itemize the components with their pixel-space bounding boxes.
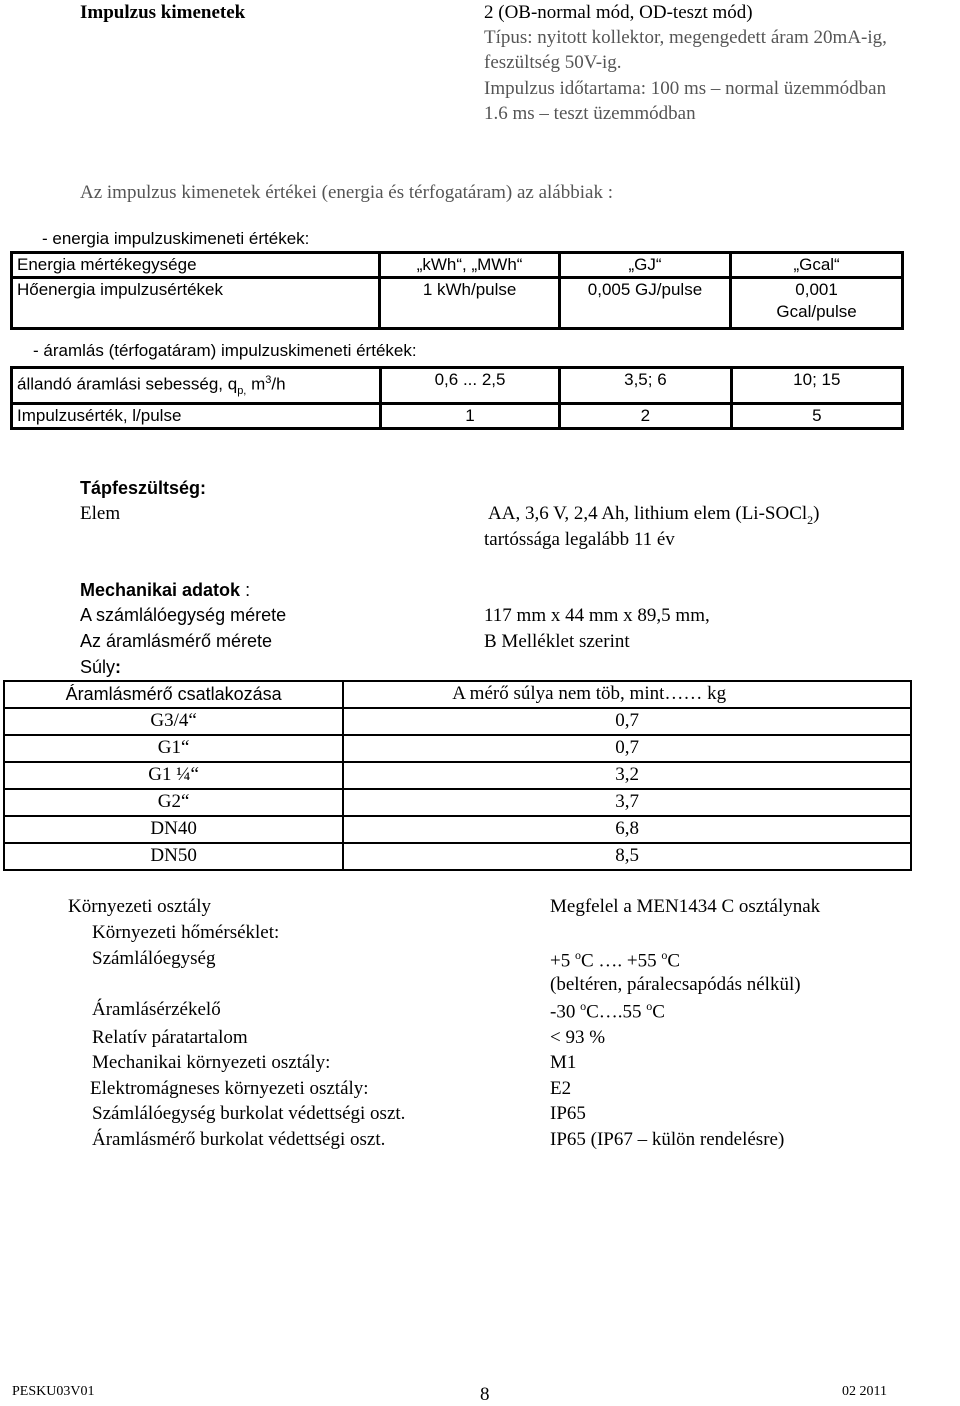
table-cell: Hőenergia impulzusértékek [12, 278, 380, 329]
table-cell: 2 [560, 404, 731, 429]
battery-value: AA, 3,6 V, 2,4 Ah, lithium elem (Li-SOCl$_2$) [488, 503, 820, 527]
battery-label: Elem [80, 503, 121, 524]
flowmeter-size-value: B Melléklet szerint [484, 631, 630, 652]
table-row [4, 681, 911, 708]
table-row [4, 789, 911, 816]
table-header-cell: A mérő súlya nem töb, mint…… kg [343, 681, 911, 708]
impulse-output-line-4: Impulzus időtartama: 100 ms – normal üzemmódban [484, 78, 887, 99]
impulse-output-line-1: 2 (OB-normal mód, OD-teszt mód) [484, 2, 753, 23]
footer-date: 02 2011 [842, 1384, 887, 1399]
flow-rate-superscript: 3 [265, 374, 272, 386]
table-cell: 0,6 ... 2,5 [380, 368, 559, 404]
unit-size-value: 117 mm x 44 mm x 89,5 mm, [484, 605, 710, 626]
table-cell: „GJ“ [559, 253, 730, 278]
table-cell: 0,7 [343, 708, 911, 735]
table-cell: 10; 15 [731, 368, 902, 404]
em-env-value: E2 [550, 1078, 572, 1099]
table-row [4, 708, 911, 735]
em-env-label: Elektromágneses környezeti osztály: [90, 1078, 369, 1099]
impulse-output-line-2: Típus: nyitott kollektor, megengedett áram 20mA-ig, [484, 27, 887, 48]
table-row [12, 278, 903, 329]
battery-lifetime: tartóssága legalább 11 év [484, 529, 675, 550]
flow-rate-label: állandó áramlási sebesség, q [17, 374, 238, 394]
footer-page-number: 8 [480, 1384, 490, 1405]
env-temp-label: Környezeti hőmérséklet: [92, 922, 280, 943]
flow-section-title: - áramlás (térfogatáram) impulzuskimeneti értékek: [33, 341, 417, 360]
impulse-output-label: Impulzus kimenetek [80, 2, 246, 23]
table-cell: 0,7 [343, 735, 911, 762]
impulse-values-intro: Az impulzus kimenetek értékei (energia és térfogatáram) az alábbiak : [80, 182, 613, 203]
table-row [4, 735, 911, 762]
table-row [4, 762, 911, 789]
table-cell: 6,8 [343, 816, 911, 843]
flow-rate-subscript: p, [237, 385, 247, 398]
counter-ip-value: IP65 [550, 1103, 586, 1124]
mech-env-value: M1 [550, 1052, 577, 1073]
table-row [12, 404, 903, 429]
table-cell: 3,2 [343, 762, 911, 789]
humidity-label: Relatív páratartalom [92, 1027, 248, 1048]
table-row [4, 843, 911, 870]
table-cell: G2“ [4, 789, 343, 816]
table-row [12, 253, 903, 278]
weight-table [3, 680, 912, 871]
table-cell: G3/4“ [4, 708, 343, 735]
flowmeter-ip-value: IP65 (IP67 – külön rendelésre) [550, 1129, 785, 1150]
energy-table [10, 251, 904, 330]
footer-doc-code: PESKU03V01 [12, 1384, 95, 1399]
flow-rate-unit-suffix: /h [271, 374, 286, 394]
table-cell: „kWh“, „MWh“ [380, 253, 559, 278]
table-cell: 8,5 [343, 843, 911, 870]
sensor-temp-label: Áramlásérzékelő [92, 999, 221, 1020]
table-cell: G1 ¼“ [4, 762, 343, 789]
table-cell: 3,7 [343, 789, 911, 816]
table-cell: 1 [380, 404, 559, 429]
weight-label: Súly: [80, 657, 122, 677]
table-cell: „Gcal“ [731, 253, 903, 278]
table-cell: Energia mértékegysége [12, 253, 380, 278]
counter-temp-label: Számlálóegység [92, 948, 216, 969]
table-cell: 5 [731, 404, 902, 429]
unit-size-label: A számlálóegység mérete [80, 605, 287, 625]
sensor-temp-value: -30 $^o$C….55 $^o$C [550, 999, 665, 1023]
table-cell: 0,005 GJ/pulse [559, 278, 730, 329]
table-row [4, 816, 911, 843]
table-cell: Impulzusérték, l/pulse [12, 404, 381, 429]
counter-temp-value: +5 $^o$C …. +55 $^o$C [550, 948, 681, 972]
flowmeter-ip-label: Áramlásmérő burkolat védettségi oszt. [92, 1129, 386, 1150]
table-header-cell: Áramlásmérő csatlakozása [4, 681, 343, 708]
table-cell: G1“ [4, 735, 343, 762]
table-cell: DN40 [4, 816, 343, 843]
flow-table [10, 366, 904, 430]
impulse-output-line-3: feszültség 50V-ig. [484, 52, 622, 73]
counter-ip-label: Számlálóegység burkolat védettségi oszt. [92, 1103, 406, 1124]
table-cell: 0,001 Gcal/pulse [731, 278, 903, 329]
flow-rate-unit: m [246, 374, 266, 394]
flowmeter-size-label: Az áramlásmérő mérete [80, 631, 273, 651]
power-supply-label: Tápfeszültség: [80, 478, 207, 498]
table-cell: 3,5; 6 [560, 368, 731, 404]
table-row [12, 368, 903, 404]
env-class-value: Megfelel a MEN1434 C osztálynak [550, 896, 821, 917]
mechanical-label: Mechanikai adatok : [80, 580, 251, 600]
impulse-output-line-5: 1.6 ms – teszt üzemmódban [484, 103, 696, 124]
humidity-value: < 93 % [550, 1027, 606, 1048]
table-cell [12, 368, 381, 404]
env-class-label: Környezeti osztály [68, 896, 211, 917]
energy-section-title: - energia impulzuskimeneti értékek: [42, 229, 310, 248]
counter-temp-note: (beltéren, páralecsapódás nélkül) [550, 974, 801, 995]
table-cell: 1 kWh/pulse [380, 278, 559, 329]
mech-env-label: Mechanikai környezeti osztály: [92, 1052, 331, 1073]
table-cell: DN50 [4, 843, 343, 870]
